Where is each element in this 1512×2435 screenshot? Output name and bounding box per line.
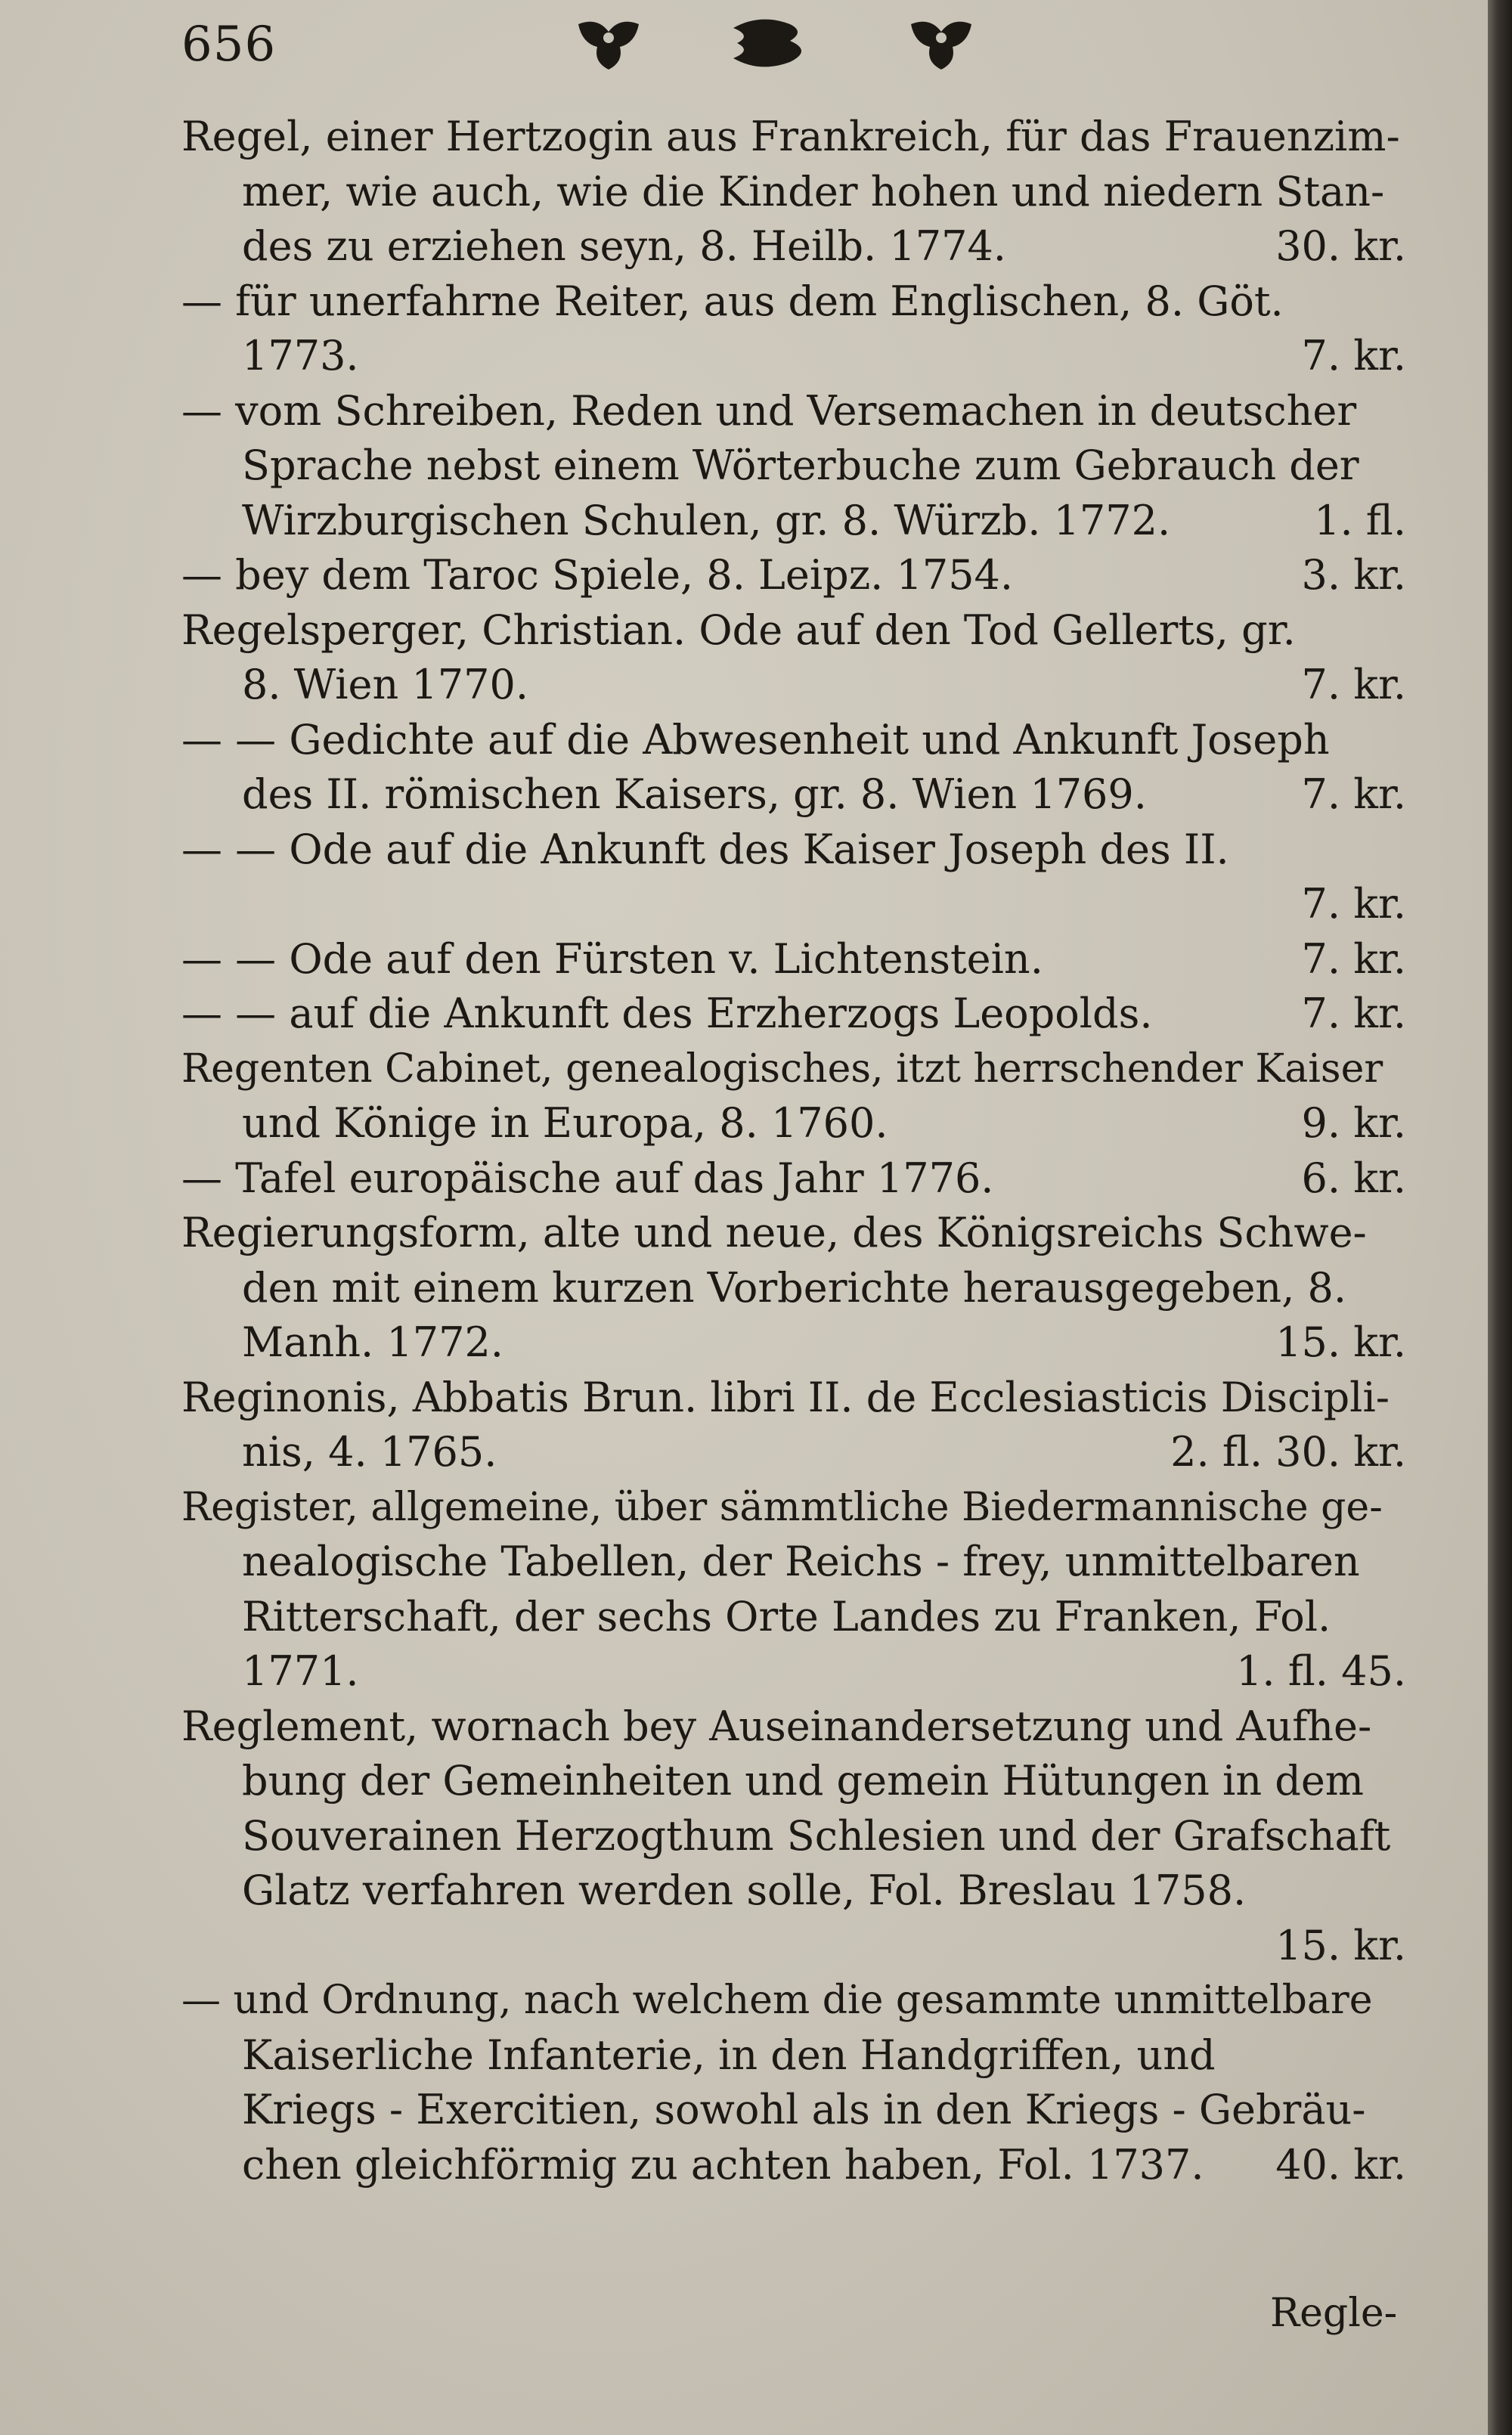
catalog-entry: [181, 548, 1406, 603]
catalog-entry: [181, 1042, 1406, 1151]
entry-line: [181, 1425, 1406, 1480]
entry-line: [181, 1863, 1406, 1919]
entry-line: [181, 823, 1406, 878]
entry-line: [181, 1315, 1406, 1371]
entry-text: 1773.: [242, 332, 359, 380]
header-ornament-icon: [563, 9, 987, 77]
entry-text: Ritterschaft, der sechs Orte Landes zu Franken, Fol.: [242, 1592, 1331, 1640]
entry-line: [181, 1480, 1406, 1535]
entry-price: 40. kr.: [1275, 2140, 1406, 2189]
entry-line: [181, 767, 1406, 823]
catalog-entry: [181, 713, 1406, 823]
entry-text: Kaiserliche Infanterie, in den Handgriffen, und: [242, 2031, 1216, 2079]
entry-text: — — auf die Ankunft des Erzherzogs Leopolds.: [181, 990, 1153, 1037]
entry-line: [181, 165, 1406, 220]
entry-line: [181, 1754, 1406, 1809]
entry-line: [181, 1206, 1406, 1261]
entry-text: des zu erziehen seyn, 8. Heilb. 1774.: [242, 222, 1006, 270]
page-edge: [1488, 0, 1512, 2435]
entry-line: [181, 274, 1406, 330]
entry-line: [181, 1042, 1406, 1097]
entry-line: [181, 1151, 1406, 1207]
entry-line: [181, 932, 1406, 987]
entry-text: Register, allgemeine, über sämmtliche Biedermannische ge-: [181, 1484, 1383, 1530]
entry-line: [181, 1261, 1406, 1316]
catalog-entry: [181, 384, 1406, 549]
entry-text: Regel, einer Hertzogin aus Frankreich, für das Frauenzim-: [181, 113, 1400, 160]
entry-price: 7. kr.: [1301, 880, 1406, 928]
entry-line: [181, 1371, 1406, 1426]
entry-line: [181, 1535, 1406, 1590]
entry-text: — für unerfahrne Reiter, aus dem Englischen, 8. Göt.: [181, 277, 1284, 325]
entry-text: mer, wie auch, wie die Kinder hohen und niedern Stan-: [242, 167, 1385, 215]
entry-line: [181, 1096, 1406, 1151]
entry-text: nealogische Tabellen, der Reichs - frey, unmittelbaren: [242, 1538, 1360, 1585]
entry-line: [181, 1809, 1406, 1864]
catalog-entry: [181, 1480, 1406, 1699]
entry-text: Regelsperger, Christian. Ode auf den Tod Gellerts, gr.: [181, 606, 1296, 654]
entry-price: 7. kr.: [1301, 770, 1406, 818]
entry-text: — — Gedichte auf die Abwesenheit und Ankunft Joseph: [181, 715, 1330, 764]
entry-line: [181, 1699, 1406, 1755]
entry-text: und Könige in Europa, 8. 1760.: [242, 1099, 888, 1147]
entry-price: 3. kr.: [1301, 551, 1406, 599]
catalog-entry: [181, 932, 1406, 987]
entry-line: [181, 2028, 1406, 2083]
entry-line: [181, 219, 1406, 274]
entry-price: 15. kr.: [1275, 1318, 1406, 1366]
entry-line: [181, 987, 1406, 1042]
entry-text: Kriegs - Exercitien, sowohl als in den Kriegs - Gebräu-: [242, 2086, 1366, 2133]
catalog-entry: [181, 987, 1406, 1042]
entry-text: — Tafel europäische auf das Jahr 1776.: [181, 1154, 994, 1202]
entry-price: 6. kr.: [1301, 1154, 1406, 1202]
entry-price: 7. kr.: [1301, 661, 1406, 708]
catalog-entry: [181, 1151, 1406, 1207]
entry-text: Sprache nebst einem Wörterbuche zum Gebrauch der: [242, 441, 1359, 489]
entry-text: Regierungsform, alte und neue, des Königsreichs Schwe-: [181, 1209, 1367, 1256]
entry-text: nis, 4. 1765.: [242, 1428, 497, 1476]
entry-text: — — Ode auf den Fürsten v. Lichtenstein.: [181, 934, 1043, 983]
catchword: Regle-: [1270, 2291, 1398, 2336]
entry-line: [181, 658, 1406, 713]
entry-text: — — Ode auf die Ankunft des Kaiser Joseph des II.: [181, 825, 1229, 873]
page-number: 656: [181, 17, 277, 73]
entry-price: 7. kr.: [1301, 934, 1406, 983]
entry-price: 7. kr.: [1301, 990, 1406, 1037]
entry-text: — und Ordnung, nach welchem die gesammte unmittelbare: [181, 1978, 1373, 2023]
entry-line: [181, 713, 1406, 768]
entry-text: 1771.: [242, 1647, 359, 1695]
entry-text: 8. Wien 1770.: [242, 661, 529, 708]
catalog-entry: [181, 110, 1406, 274]
catalog-entry: [181, 1206, 1406, 1371]
entry-text: bung der Gemeinheiten und gemein Hütungen in dem: [242, 1757, 1364, 1805]
entry-line: [181, 1919, 1406, 1974]
catalog-entry: [181, 1699, 1406, 1974]
entry-text: Manh. 1772.: [242, 1318, 503, 1366]
entry-line: [181, 548, 1406, 603]
entry-line: [181, 110, 1406, 165]
entry-price: 1. fl.: [1314, 496, 1406, 544]
entry-text: Souverainen Herzogthum Schlesien und der Grafschaft: [242, 1811, 1391, 1860]
entry-line: [181, 1644, 1406, 1699]
catalog-entry: [181, 823, 1406, 932]
entry-line: [181, 877, 1406, 932]
entry-line: [181, 494, 1406, 549]
catalog-entry: [181, 274, 1406, 384]
catalog-entries: [181, 110, 1406, 2192]
entry-text: Regenten Cabinet, genealogisches, itzt herrschender Kaiser: [181, 1046, 1383, 1092]
entry-price: 1. fl. 45.: [1236, 1647, 1406, 1695]
entry-text: Glatz verfahren werden solle, Fol. Breslau 1758.: [242, 1867, 1247, 1914]
entry-price: 15. kr.: [1275, 1921, 1406, 1969]
entry-line: [181, 2138, 1406, 2193]
entry-price: 7. kr.: [1301, 332, 1406, 380]
entry-price: 2. fl. 30. kr.: [1170, 1428, 1406, 1476]
entry-line: [181, 329, 1406, 384]
entry-line: [181, 1590, 1406, 1645]
entry-text: Reglement, wornach bey Auseinandersetzung und Aufhe-: [181, 1702, 1372, 1750]
catalog-entry: [181, 1371, 1406, 1480]
entry-text: Wirzburgischen Schulen, gr. 8. Würzb. 1772.: [242, 496, 1171, 544]
entry-text: chen gleichförmig zu achten haben, Fol. 1737.: [242, 2140, 1204, 2189]
entry-line: [181, 438, 1406, 494]
entry-price: 9. kr.: [1301, 1099, 1406, 1147]
catalog-entry: [181, 603, 1406, 713]
entry-line: [181, 2083, 1406, 2138]
entry-text: — bey dem Taroc Spiele, 8. Leipz. 1754.: [181, 551, 1014, 599]
entry-price: 30. kr.: [1275, 222, 1406, 270]
entry-text: Reginonis, Abbatis Brun. libri II. de Ecclesiasticis Discipli-: [181, 1373, 1390, 1421]
entry-text: den mit einem kurzen Vorberichte herausgegeben, 8.: [242, 1263, 1347, 1312]
entry-text: des II. römischen Kaisers, gr. 8. Wien 1769.: [242, 770, 1147, 818]
entry-line: [181, 603, 1406, 658]
catalog-entry: [181, 1973, 1406, 2192]
entry-line: [181, 384, 1406, 439]
entry-text: — vom Schreiben, Reden und Versemachen in deutscher: [181, 386, 1357, 435]
entry-line: [181, 1973, 1406, 2028]
